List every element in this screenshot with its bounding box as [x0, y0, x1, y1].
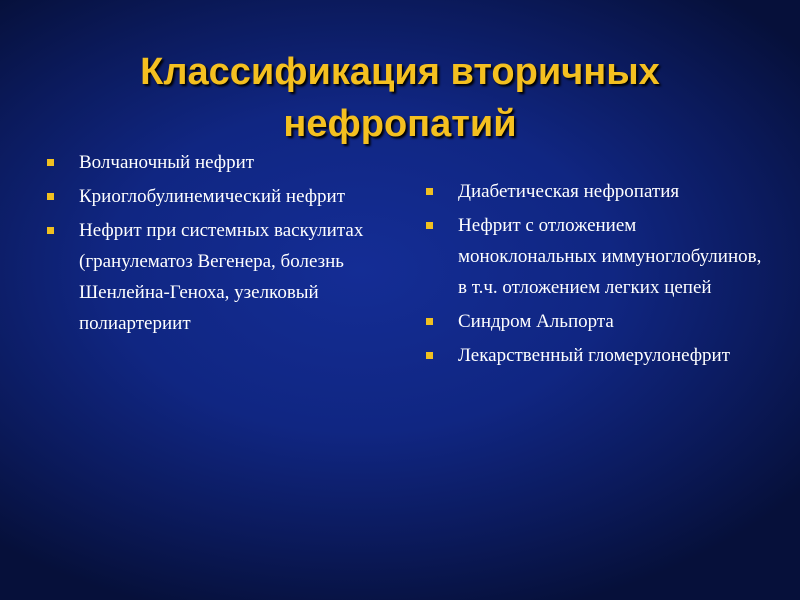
left-bullet-list	[46, 147, 396, 342]
list-item-text: Нефрит при системных васкулитах (гранулематоз Вегенера, болезнь Шенлейна-Геноха, узелковый полиартериит	[79, 220, 364, 334]
list-item	[425, 176, 775, 207]
list-item	[425, 340, 775, 371]
list-item-text: Диабетическая нефропатия	[458, 181, 680, 202]
slide-title-line-1: Классификация вторичных	[140, 51, 660, 93]
square-bullet-icon	[426, 318, 433, 325]
square-bullet-icon	[426, 222, 433, 229]
list-item	[46, 147, 396, 178]
right-bullet-list	[425, 176, 775, 374]
square-bullet-icon	[47, 159, 54, 166]
list-item-text: Криоглобулинемический нефрит	[79, 186, 346, 207]
list-item	[46, 215, 396, 339]
list-item-text: Нефрит с отложением моноклональных иммуноглобулинов, в т.ч. отложением легких цепей	[458, 215, 762, 298]
list-item-text: Синдром Альпорта	[458, 311, 614, 332]
square-bullet-icon	[47, 227, 54, 234]
square-bullet-icon	[426, 188, 433, 195]
list-item	[46, 181, 396, 212]
list-item	[425, 210, 775, 303]
list-item-text: Волчаночный нефрит	[79, 152, 255, 173]
list-item	[425, 306, 775, 337]
slide-title-line-2: нефропатий	[283, 103, 517, 145]
square-bullet-icon	[47, 193, 54, 200]
slide-title	[40, 46, 760, 150]
list-item-text: Лекарственный гломерулонефрит	[458, 345, 731, 366]
square-bullet-icon	[426, 352, 433, 359]
